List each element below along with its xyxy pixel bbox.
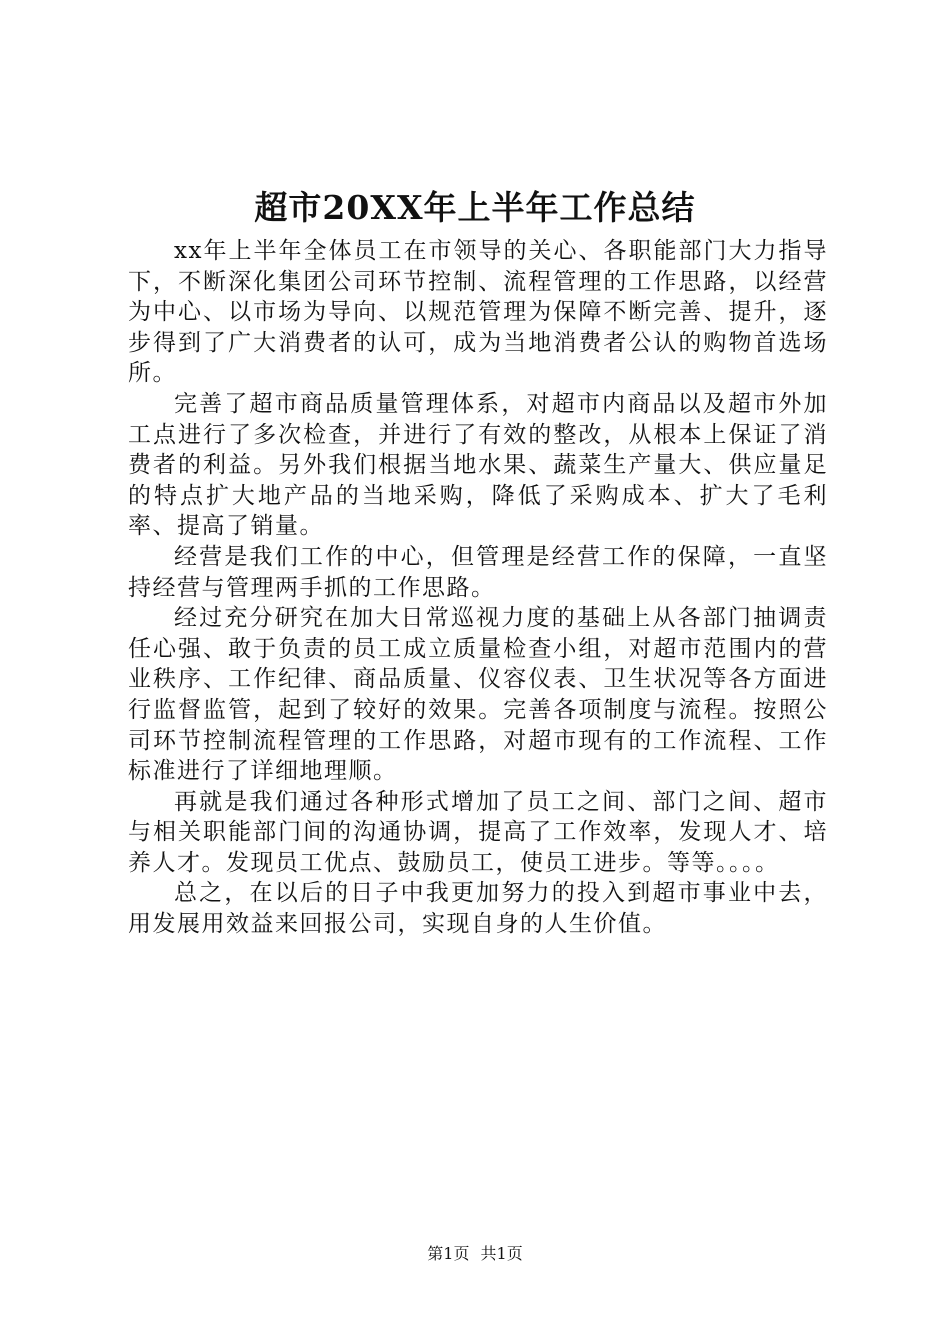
document-body — [128, 236, 828, 940]
paragraph-3: 经营是我们工作的中心，但管理是经营工作的保障，一直坚持经营与管理两手抓的工作思路。 — [128, 543, 828, 601]
paragraph-6: 总之，在以后的日子中我更加努力的投入到超市事业中去，用发展用效益来回报公司，实现自身的人生价值。 — [128, 880, 828, 938]
paragraph-2: 完善了超市商品质量管理体系，对超市内商品以及超市外加工点进行了多次检查，并进行了有效的整改，从根本上保证了消费者的利益。另外我们根据当地水果、蔬菜生产量大、供应量足的特点扩大地产品的当地采购，降低了采购成本、扩大了毛利率、提高了销量。 — [128, 390, 828, 540]
paragraph-4: 经过充分研究在加大日常巡视力度的基础上从各部门抽调责任心强、敢于负责的员工成立质量检查小组，对超市范围内的营业秩序、工作纪律、商品质量、仪容仪表、卫生状况等各方面进行监督监管，起到了较好的效果。完善各项制度与流程。按照公司环节控制流程管理的工作思路，对超市现有的工作流程、工作标准进行了详细地理顺。 — [128, 605, 828, 785]
document-title: 超市20XX年上半年工作总结 — [254, 188, 696, 227]
paragraph-1: xx年上半年全体员工在市领导的关心、各职能部门大力指导下，不断深化集团公司环节控制、流程管理的工作思路，以经营为中心、以市场为导向、以规范管理为保障不断完善、提升，逐步得到了广大消费者的认可，成为当地消费者公认的购物首选场所。 — [128, 238, 828, 387]
page-footer — [0, 1243, 950, 1265]
page-number: 第1页 — [427, 1244, 470, 1263]
page-total: 共1页 — [480, 1244, 523, 1263]
paragraph-5: 再就是我们通过各种形式增加了员工之间、部门之间、超市与相关职能部门间的沟通协调，提高了工作效率，发现人才、培养人才。发现员工优点、鼓励员工，使员工进步。等等。。。。 — [128, 788, 828, 876]
